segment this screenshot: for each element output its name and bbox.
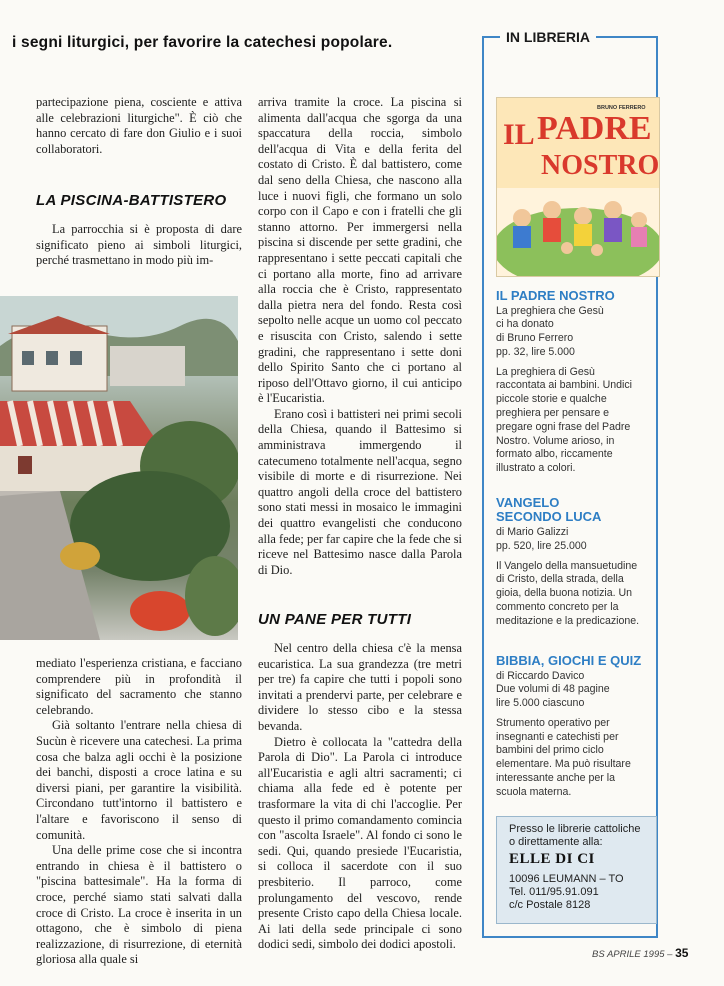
book-title-il: IL	[503, 118, 535, 151]
paragraph: Una delle prime cose che si incontra entrando in chiesa è il battistero o "piscina battesimale". Ha la forma di croce, perché siamo stati salvati dalla croce di Cristo. La croce è inserita in un ottagono, che è simbolo di piena realizzazione, di risurrezione, di eternità gloriosa alla quale si	[36, 843, 242, 967]
meta-line: di Riccardo Davico	[496, 669, 585, 682]
meta-line: pp. 520, lire 25.000	[496, 539, 587, 552]
desc-line: La preghiera di Gesù	[496, 365, 595, 378]
publisher-brand: ELLE DI CI	[509, 851, 595, 867]
paragraph: arriva tramite la croce. La piscina si alimenta dall'acqua che sgorga da una spaccatura della roccia, simbolo dell'acqua di Vita e della ferita del costato di Cristo. È dal battistero, come dal seno della Chiesa, che nascono alla luce i nuovi figli, che formano un solo corpo con il Capo e con i fratelli che gli stanno attorno. Per immergersi nella piscina si discende per sette gradini, che rappresentano i sette peccati capitali che ci portano alla morte, fino ad arrivare alla roccia che è Cristo, rappresentato dalla pietra nera del fondo. Resta così sepolto nelle acque un uomo col peccato e risuscita con Cristo, salendo i sette gradini, che rappresentano i sette doni dello Spirito Santo che ci portano al riposo dell'Ottavo giorno, il cui anticipo è l'Eucaristia.	[258, 95, 462, 406]
item-meta	[496, 670, 656, 711]
meta-line: di Mario Galizzi	[496, 526, 569, 538]
item-title: IL PADRE NOSTRO	[496, 288, 615, 303]
desc-line: pregare ogni frase del Padre	[496, 420, 631, 433]
item-title: BIBBIA, GIOCHI E QUIZ	[496, 653, 642, 668]
sidebar-item-vangelo-luca	[496, 496, 656, 629]
contact-phone: Tel. 011/95.91.091	[509, 886, 599, 898]
sidebar-header: IN LIBRERIA	[500, 29, 596, 45]
desc-line: formato albo, riccamente	[496, 448, 613, 461]
sidebar-item-padre-nostro	[496, 289, 656, 476]
item-description	[496, 560, 656, 629]
meta-line: La preghiera che Gesù	[496, 304, 604, 317]
desc-line: illustrato a colori.	[496, 462, 576, 475]
desc-line: gioia, della buona notizia. Un	[496, 587, 633, 600]
headline: i segni liturgici, per favorire la catechesi popolare.	[12, 34, 393, 51]
section-title-pane: UN PANE PER TUTTI	[258, 611, 412, 628]
desc-line: scuola materna.	[496, 785, 572, 798]
meta-line: ci ha donato	[496, 318, 554, 331]
church-village-photo	[0, 296, 238, 640]
sidebar-item-bibbia-giochi	[496, 654, 656, 800]
section-title-piscina: LA PISCINA-BATTISTERO	[36, 192, 227, 209]
page-folio	[592, 946, 688, 960]
photo-illustration	[0, 296, 238, 640]
folio-dash: –	[664, 949, 676, 960]
contact-address: 10096 LEUMANN – TO	[509, 873, 624, 885]
desc-line: Strumento operativo per	[496, 716, 610, 729]
meta-line: pp. 32, lire 5.000	[496, 345, 575, 358]
item-description	[496, 366, 656, 476]
contact-postal: c/c Postale 8128	[509, 899, 591, 911]
book-title-nostro: NOSTRO	[541, 150, 660, 181]
item-title: SECONDO LUCA	[496, 508, 602, 524]
left-col-top	[36, 95, 242, 157]
book-title-padre: PADRE	[537, 110, 652, 147]
desc-line: interessante anche per la	[496, 772, 615, 785]
item-meta	[496, 526, 656, 554]
mid-col-bottom	[258, 641, 462, 953]
item-description	[496, 717, 656, 800]
mid-col-top	[258, 95, 462, 578]
paragraph: partecipazione piena, cosciente e attiva alle celebrazioni liturgiche". È ciò che hanno cercato di fare don Giulio e i suoi collaboratori.	[36, 95, 242, 156]
left-col-mid	[36, 222, 242, 269]
item-title: VANGELO	[496, 495, 560, 510]
book-cover-illustration	[496, 97, 660, 277]
meta-line: di Bruno Ferrero	[496, 332, 574, 345]
desc-line: preghiera per pensare e	[496, 407, 610, 420]
meta-line: Due volumi di 48 pagine	[496, 683, 610, 696]
desc-line: meditazione e la predicazione.	[496, 614, 640, 627]
desc-line: raccontata ai bambini. Undici	[496, 379, 633, 392]
paragraph: Erano così i battisteri nei primi secoli della Chiesa, quando il Battesimo si amministrava immergendo il catecumeno totalmente nell'acqua, segno visibile di morte e di risurrezione. Nei quattro angoli della croce del battistero sono stati messi in mosaico le immagini dei quattro evangelisti che conducono alla fede; per far capire che la fede che si riceve nel Battesimo nasce dalla Parola di Dio.	[258, 406, 462, 577]
desc-line: elementare. Ma può risultare	[496, 758, 631, 771]
desc-line: commento concreto per la	[496, 600, 619, 613]
paragraph: La parrocchia si è proposta di dare significato pieno ai simboli liturgici, perché trasmettano in modo più im-	[36, 222, 242, 268]
desc-line: piccole storie e qualche	[496, 393, 607, 406]
desc-line: Nostro. Volume arioso, in	[496, 434, 615, 447]
page-number: 35	[675, 946, 689, 960]
contact-intro-1: Presso le librerie cattoliche	[509, 823, 641, 835]
paragraph: mediato l'esperienza cristiana, e facciano comprendere più in profondità il significato del sacramento che stanno celebrando.	[36, 656, 242, 717]
paragraph: Nel centro della chiesa c'è la mensa eucaristica. La sua grandezza (tre metri per tre) fa capire che tutti i popoli sono invitati a prendervi parte, per celebrare e dividere lo stesso cibo e la stessa bevanda.	[258, 641, 462, 733]
contact-intro-2: o direttamente alla:	[509, 836, 603, 848]
issue-label: BS APRILE 1995	[592, 949, 665, 960]
contact-box	[496, 816, 657, 924]
left-col-bottom	[36, 656, 242, 968]
item-meta	[496, 305, 656, 360]
paragraph: Dietro è collocata la "cattedra della Parola di Dio". La Parola ci introduce all'Eucaristia e agli altri sacramenti; ci chiama alla fede ed è potente per trasformare la vita di chi l'accoglie. Per questo il primo comandamento comincia con "ascolta Israele". Al fondo ci sono le sedi. Qui, quando presiede l'Eucaristia, si colloca il sacerdote con il suo presbiterio. Il parroco, come prolungamento del vescovo, rende presente Cristo capo della Chiesa locale. Ai lati della sede principale ci sono dodici sedi, simbolo dei dodici apostoli.	[258, 734, 462, 952]
book-author: BRUNO FERRERO	[597, 105, 646, 111]
desc-line: bambini del primo ciclo	[496, 744, 604, 757]
desc-line: di Cristo, della strada, della	[496, 573, 624, 586]
desc-line: insegnanti e catechisti per	[496, 730, 619, 743]
paragraph: Già soltanto l'entrare nella chiesa di Sucùn è ricevere una catechesi. La prima cosa che balza agli occhi è la posizione dei banchi, disposti a croce latina e su diversi piani, per garantire la visibilità. Circondano tutt'intorno il battistero e l'altare e favoriscono il senso di comunità.	[36, 718, 242, 842]
meta-line: lire 5.000 ciascuno	[496, 697, 585, 710]
desc-line: Il Vangelo della mansuetudine	[496, 559, 638, 572]
